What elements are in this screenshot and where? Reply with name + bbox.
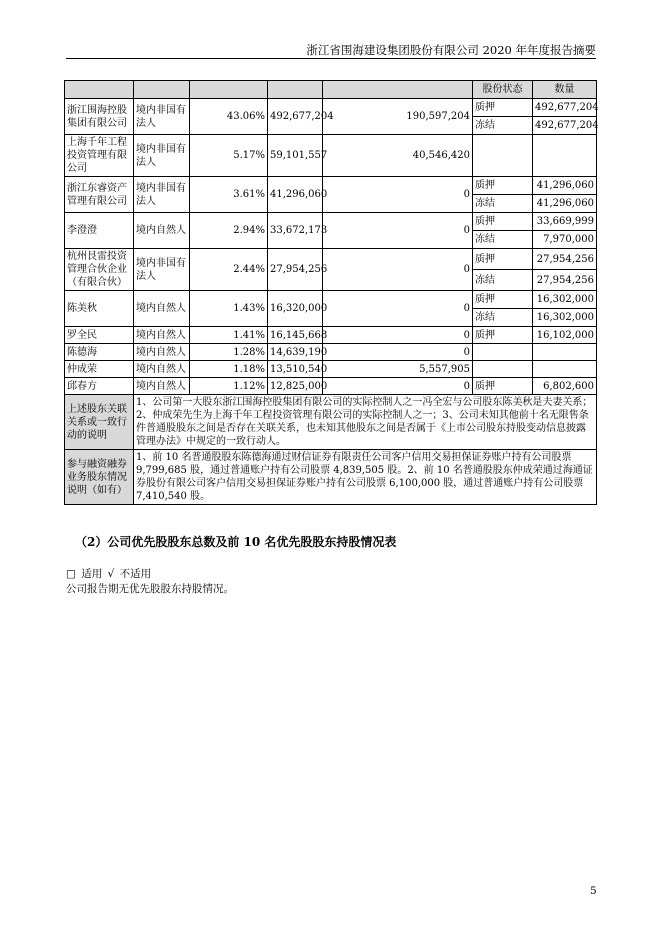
relationship-note-text: 1、公司第一大股东浙江围海控股集团有限公司的实际控制人之一冯全宏与公司股东陈美秋是夫妻关系；2、仲成荣先生为上海千年工程投资管理有限公司的实际控制人之一；3、公司未知其他前十名无限售条件普通股股东之间是否存在关联关系，也未知其他股东之间是否属于《上市公司股东持股变动信息披露管理办法》中规定的一致行动人。 xyxy=(134,395,597,450)
share-status: 质押 xyxy=(473,249,533,270)
holder-percentage: 1.18% xyxy=(190,361,268,378)
relationship-note-label: 上述股东关联关系或一致行动的说明 xyxy=(65,395,134,450)
holder-nature: 境内自然人 xyxy=(134,378,190,395)
share-status xyxy=(473,135,533,177)
holder-nature: 境内非国有法人 xyxy=(134,249,190,291)
status-quantity: 16,102,000 xyxy=(533,327,597,344)
holder-percentage: 2.94% xyxy=(190,213,268,249)
status-quantity: 27,954,256 xyxy=(533,270,597,291)
share-status: 冻结 xyxy=(473,309,533,327)
holder-percentage: 2.44% xyxy=(190,249,268,291)
holder-shares: 59,101,557 xyxy=(268,135,323,177)
holder-shares: 16,320,000 xyxy=(268,291,323,327)
holder-shares: 27,954,256 xyxy=(268,249,323,291)
holder-nature: 境内非国有法人 xyxy=(134,135,190,177)
margin-trading-note-row xyxy=(65,450,597,505)
status-quantity: 41,296,060 xyxy=(533,177,597,195)
status-quantity: 27,954,256 xyxy=(533,249,597,270)
header-rule xyxy=(66,58,596,59)
status-quantity: 16,302,000 xyxy=(533,309,597,327)
relationship-note-row xyxy=(65,395,597,450)
holder-name: 浙江围海控股集团有限公司 xyxy=(65,99,134,135)
holder-name: 李澄澄 xyxy=(65,213,134,249)
holder-shares: 16,145,668 xyxy=(268,327,323,344)
holder-percentage: 3.61% xyxy=(190,177,268,213)
holder-restricted-shares: 0 xyxy=(323,327,473,344)
table-row xyxy=(65,99,597,117)
table-row xyxy=(65,378,597,395)
holder-nature: 境内自然人 xyxy=(134,327,190,344)
holder-shares: 492,677,204 xyxy=(268,99,323,135)
share-status xyxy=(473,361,533,378)
applicable-label: 适用 xyxy=(81,568,103,580)
share-status: 冻结 xyxy=(473,195,533,213)
holder-restricted-shares: 40,546,420 xyxy=(323,135,473,177)
share-status: 冻结 xyxy=(473,117,533,135)
holder-shares: 41,296,060 xyxy=(268,177,323,213)
not-applicable-label: 不适用 xyxy=(119,568,152,580)
page-header: 浙江省围海建设集团股份有限公司 2020 年年度报告摘要 xyxy=(306,43,596,57)
holder-nature: 境内自然人 xyxy=(134,344,190,361)
table-row xyxy=(65,291,597,309)
status-quantity: 33,669,999 xyxy=(533,213,597,231)
holder-shares: 14,639,190 xyxy=(268,344,323,361)
holder-name: 杭州艮雷投资管理合伙企业（有限合伙） xyxy=(65,249,134,291)
share-status: 质押 xyxy=(473,99,533,117)
holder-percentage: 1.43% xyxy=(190,291,268,327)
status-quantity: 16,302,000 xyxy=(533,291,597,309)
holder-name: 仲成荣 xyxy=(65,361,134,378)
table-row xyxy=(65,327,597,344)
section-title: （2）公司优先股股东总数及前 10 名优先股股东持股情况表 xyxy=(75,535,397,549)
holder-restricted-shares: 0 xyxy=(323,177,473,213)
holder-nature: 境内非国有法人 xyxy=(134,99,190,135)
status-quantity: 7,970,000 xyxy=(533,231,597,249)
holder-name: 浙江东睿资产管理有限公司 xyxy=(65,177,134,213)
holder-name: 上海千年工程投资管理有限公司 xyxy=(65,135,134,177)
share-status: 质押 xyxy=(473,291,533,309)
holder-nature: 境内自然人 xyxy=(134,213,190,249)
holder-restricted-shares: 0 xyxy=(323,291,473,327)
share-status: 质押 xyxy=(473,177,533,195)
status-quantity xyxy=(533,361,597,378)
share-status: 冻结 xyxy=(473,270,533,291)
header-quantity: 数量 xyxy=(533,81,597,99)
table-row xyxy=(65,177,597,195)
margin-trading-note-text: 1、前 10 名普通股股东陈德海通过财信证券有限责任公司客户信用交易担保证券账户持有公司股票 9,799,685 股，通过普通账户持有公司股票 4,839,505 股。2、前 10 名普通股股东仲成荣通过海通证券股份有限公司客户信用交易担保证券账户持有公司股票 6,100,000 股，通过普通账户持有公司股票 7,410,540 股。 xyxy=(134,450,597,505)
table-row xyxy=(65,135,597,177)
applicability-line xyxy=(66,566,153,581)
holder-restricted-shares: 0 xyxy=(323,344,473,361)
share-status: 质押 xyxy=(473,213,533,231)
table-row xyxy=(65,249,597,270)
holder-name: 罗全民 xyxy=(65,327,134,344)
checkbox-icon: □ xyxy=(66,568,76,580)
holder-restricted-shares: 0 xyxy=(323,249,473,291)
status-quantity xyxy=(533,344,597,361)
holder-nature: 境内自然人 xyxy=(134,291,190,327)
holder-percentage: 1.12% xyxy=(190,378,268,395)
holder-restricted-shares: 0 xyxy=(323,213,473,249)
table-row xyxy=(65,344,597,361)
holder-restricted-shares: 0 xyxy=(323,378,473,395)
table-row xyxy=(65,213,597,231)
status-quantity: 6,802,600 xyxy=(533,378,597,395)
share-status xyxy=(473,344,533,361)
shareholder-table xyxy=(64,80,597,505)
holder-name: 邱春方 xyxy=(65,378,134,395)
holder-shares: 12,825,000 xyxy=(268,378,323,395)
status-quantity xyxy=(533,135,597,177)
holder-percentage: 43.06% xyxy=(190,99,268,135)
header-share-status: 股份状态 xyxy=(473,81,533,99)
page-number: 5 xyxy=(590,885,597,897)
holder-percentage: 1.28% xyxy=(190,344,268,361)
status-quantity: 492,677,204 xyxy=(533,99,597,117)
table-row xyxy=(65,361,597,378)
holder-nature: 境内非国有法人 xyxy=(134,177,190,213)
table-header-row xyxy=(65,81,597,99)
holder-percentage: 5.17% xyxy=(190,135,268,177)
share-status: 冻结 xyxy=(473,231,533,249)
holder-nature: 境内自然人 xyxy=(134,361,190,378)
holder-restricted-shares: 190,597,204 xyxy=(323,99,473,135)
share-status: 质押 xyxy=(473,327,533,344)
share-status: 质押 xyxy=(473,378,533,395)
holder-percentage: 1.41% xyxy=(190,327,268,344)
margin-trading-note-label: 参与融资融券业务股东情况说明（如有） xyxy=(65,450,134,505)
holder-restricted-shares: 5,557,905 xyxy=(323,361,473,378)
check-icon: √ xyxy=(107,568,115,580)
status-quantity: 41,296,060 xyxy=(533,195,597,213)
holder-name: 陈美秋 xyxy=(65,291,134,327)
preferred-shares-statement: 公司报告期无优先股股东持股情况。 xyxy=(66,583,234,595)
holder-shares: 13,510,540 xyxy=(268,361,323,378)
holder-name: 陈德海 xyxy=(65,344,134,361)
status-quantity: 492,677,204 xyxy=(533,117,597,135)
holder-shares: 33,672,173 xyxy=(268,213,323,249)
